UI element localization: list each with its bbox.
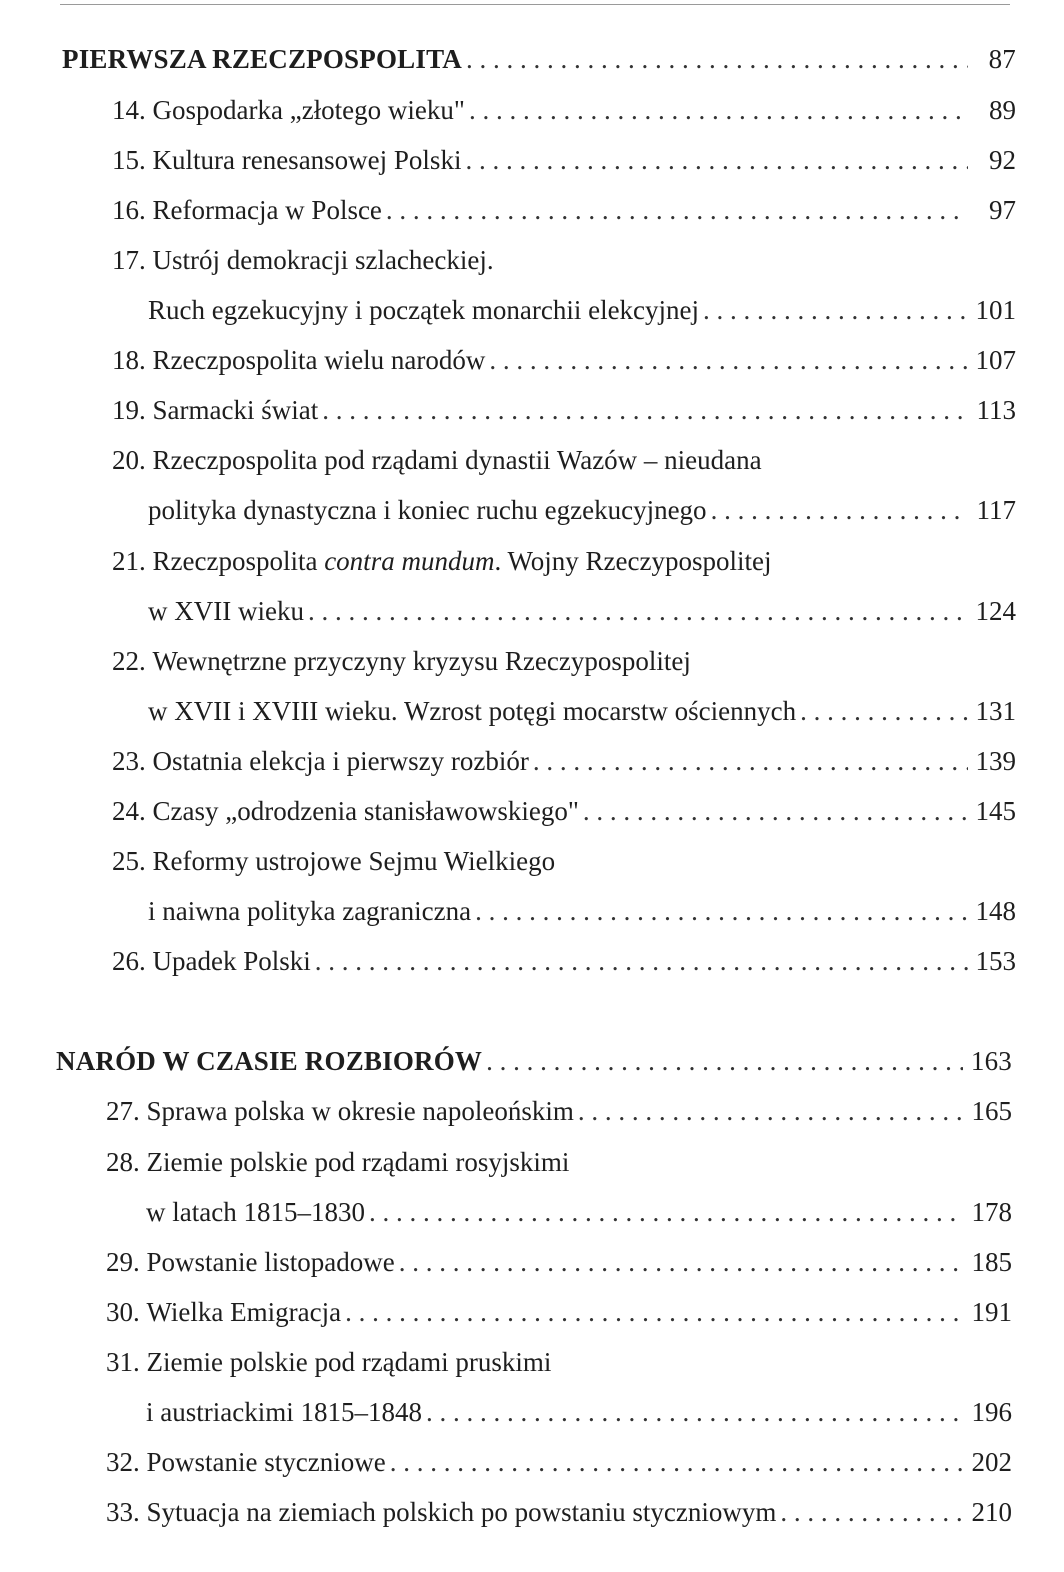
- entry-title: Reformacja w Polsce: [152, 195, 382, 225]
- dot-leader: [465, 139, 968, 181]
- toc-entry[interactable]: [106, 1291, 1012, 1333]
- entry-title-continuation: Ruch egzekucyjny i początek monarchii elekcyjnej: [148, 295, 700, 325]
- entry-title: Upadek Polski: [152, 946, 311, 976]
- entry-title: Ziemie polskie pod rządami pruskimi: [146, 1347, 552, 1377]
- dot-leader: [469, 89, 968, 131]
- entry-title: Ziemie polskie pod rządami rosyjskimi: [146, 1147, 570, 1177]
- entry-number: 20.: [112, 445, 146, 475]
- page-number: 202: [971, 1447, 1012, 1477]
- toc-entry[interactable]: [106, 1141, 1012, 1183]
- toc-entry-continuation[interactable]: [146, 1391, 1012, 1433]
- page-number: 178: [971, 1197, 1012, 1227]
- dot-leader: [386, 189, 968, 231]
- toc-entry-continuation[interactable]: [148, 289, 1016, 331]
- page-number: 92: [989, 145, 1016, 175]
- page-number: 165: [971, 1096, 1012, 1126]
- entry-title-continuation: w latach 1815–1830: [146, 1197, 365, 1227]
- dot-leader: [533, 740, 968, 782]
- entry-title-prefix: Rzeczpospolita: [152, 546, 325, 576]
- toc-entry[interactable]: [106, 1491, 1012, 1533]
- page-number: 113: [976, 395, 1016, 425]
- toc-entry[interactable]: [112, 139, 1016, 181]
- page-number: 196: [971, 1397, 1012, 1427]
- dot-leader: [322, 389, 968, 431]
- section-heading[interactable]: [62, 38, 1016, 80]
- entry-title: Powstanie styczniowe: [146, 1447, 386, 1477]
- page-number: 101: [975, 295, 1016, 325]
- toc-entry[interactable]: [106, 1090, 1012, 1132]
- entry-number: 30.: [106, 1297, 140, 1327]
- entry-title: Reformy ustrojowe Sejmu Wielkiego: [152, 846, 556, 876]
- entry-number: 32.: [106, 1447, 140, 1477]
- dot-leader: [466, 38, 968, 80]
- entry-number: 17.: [112, 245, 146, 275]
- entry-title: Wewnętrzne przyczyny kryzysu Rzeczypospolitej: [152, 646, 691, 676]
- dot-leader: [780, 1491, 963, 1533]
- toc-entry[interactable]: [112, 239, 1016, 281]
- dot-leader: [703, 289, 967, 331]
- entry-title: Gospodarka „złotego wieku": [152, 95, 465, 125]
- dot-leader: [489, 339, 967, 381]
- dot-leader: [390, 1441, 964, 1483]
- entry-title: Sytuacja na ziemiach polskich po powstaniu styczniowym: [146, 1497, 777, 1527]
- entry-title: Rzeczpospolita pod rządami dynastii Wazów – nieudana: [152, 445, 762, 475]
- section-title: PIERWSZA RZECZPOSPOLITA: [62, 44, 462, 74]
- toc-entry-continuation[interactable]: [146, 1191, 1012, 1233]
- page-number: 131: [975, 696, 1016, 726]
- entry-title: Wielka Emigracja: [146, 1297, 342, 1327]
- toc-entry[interactable]: [106, 1341, 1012, 1383]
- dot-leader: [583, 790, 968, 832]
- entry-title: [153, 540, 772, 582]
- entry-number: 31.: [106, 1347, 140, 1377]
- entry-title-continuation: polityka dynastyczna i koniec ruchu egzekucyjnego: [148, 495, 707, 525]
- entry-title: Powstanie listopadowe: [146, 1247, 395, 1277]
- dot-leader: [711, 489, 968, 531]
- toc-entry[interactable]: [112, 189, 1016, 231]
- entry-title: Ostatnia elekcja i pierwszy rozbiór: [152, 746, 529, 776]
- entry-title: Rzeczpospolita wielu narodów: [152, 345, 486, 375]
- page-number: 87: [988, 44, 1016, 74]
- entry-title-continuation: i naiwna polityka zagraniczna: [148, 896, 472, 926]
- toc-entry[interactable]: [112, 940, 1016, 982]
- toc-entry-continuation[interactable]: [148, 489, 1016, 531]
- entry-title-italic: contra mundum: [324, 546, 495, 576]
- dot-leader: [578, 1090, 964, 1132]
- section-title: NARÓD W CZASIE ROZBIORÓW: [56, 1046, 483, 1076]
- dot-leader: [475, 890, 967, 932]
- toc-entry-continuation[interactable]: [148, 690, 1016, 732]
- toc-entry-continuation[interactable]: [148, 590, 1016, 632]
- entry-number: 23.: [112, 746, 146, 776]
- dot-leader: [369, 1191, 964, 1233]
- entry-number: 25.: [112, 846, 146, 876]
- entry-title-suffix: . Wojny Rzeczypospolitej: [494, 546, 772, 576]
- page-number: 97: [989, 195, 1016, 225]
- entry-title-continuation: i austriackimi 1815–1848: [146, 1397, 422, 1427]
- page-number: 139: [975, 746, 1016, 776]
- entry-number: 14.: [112, 95, 146, 125]
- page-number: 163: [970, 1046, 1012, 1076]
- dot-leader: [345, 1291, 963, 1333]
- entry-number: 28.: [106, 1147, 140, 1177]
- toc-entry[interactable]: [112, 389, 1016, 431]
- entry-number: 21.: [112, 546, 146, 576]
- page-number: 148: [975, 896, 1016, 926]
- section-heading[interactable]: [56, 1040, 1012, 1082]
- toc-entry[interactable]: [112, 740, 1016, 782]
- toc-entry[interactable]: [112, 439, 1016, 481]
- entry-title: Sarmacki świat: [152, 395, 319, 425]
- entry-number: 26.: [112, 946, 146, 976]
- entry-number: 27.: [106, 1096, 140, 1126]
- entry-title-continuation: w XVII wieku: [148, 596, 304, 626]
- toc-entry[interactable]: [106, 1441, 1012, 1483]
- entry-number: 22.: [112, 646, 146, 676]
- toc-entry-continuation[interactable]: [148, 890, 1016, 932]
- page-number: 107: [975, 345, 1016, 375]
- entry-number: 15.: [112, 145, 146, 175]
- entry-title-continuation: w XVII i XVIII wieku. Wzrost potęgi mocarstw ościennych: [148, 696, 797, 726]
- entry-number: 18.: [112, 345, 146, 375]
- page-number: 145: [975, 796, 1016, 826]
- entry-number: 24.: [112, 796, 146, 826]
- page-number: 153: [975, 946, 1016, 976]
- dot-leader: [800, 690, 967, 732]
- entry-number: 33.: [106, 1497, 140, 1527]
- page-number: 89: [989, 95, 1016, 125]
- page-number: 210: [971, 1497, 1012, 1527]
- dot-leader: [315, 940, 968, 982]
- entry-number: 16.: [112, 195, 146, 225]
- toc-entry[interactable]: [112, 89, 1016, 131]
- entry-number: 19.: [112, 395, 146, 425]
- page-number: 191: [971, 1297, 1012, 1327]
- entry-title: Ustrój demokracji szlacheckiej.: [152, 245, 494, 275]
- toc-entry[interactable]: [112, 339, 1016, 381]
- entry-number: 29.: [106, 1247, 140, 1277]
- dot-leader: [486, 1040, 963, 1082]
- entry-title: Czasy „odrodzenia stanisławowskiego": [152, 796, 579, 826]
- toc-entry[interactable]: [112, 540, 1016, 582]
- toc-entry[interactable]: [106, 1241, 1012, 1283]
- dot-leader: [426, 1391, 964, 1433]
- toc-entry[interactable]: [112, 790, 1016, 832]
- dot-leader: [308, 590, 968, 632]
- page-number: 124: [975, 596, 1016, 626]
- page-number: 117: [976, 495, 1016, 525]
- entry-title: Kultura renesansowej Polski: [152, 145, 462, 175]
- page-number: 185: [971, 1247, 1012, 1277]
- toc-entry[interactable]: [112, 840, 1016, 882]
- toc-entry[interactable]: [112, 640, 1016, 682]
- entry-title: Sprawa polska w okresie napoleońskim: [146, 1096, 574, 1126]
- dot-leader: [399, 1241, 964, 1283]
